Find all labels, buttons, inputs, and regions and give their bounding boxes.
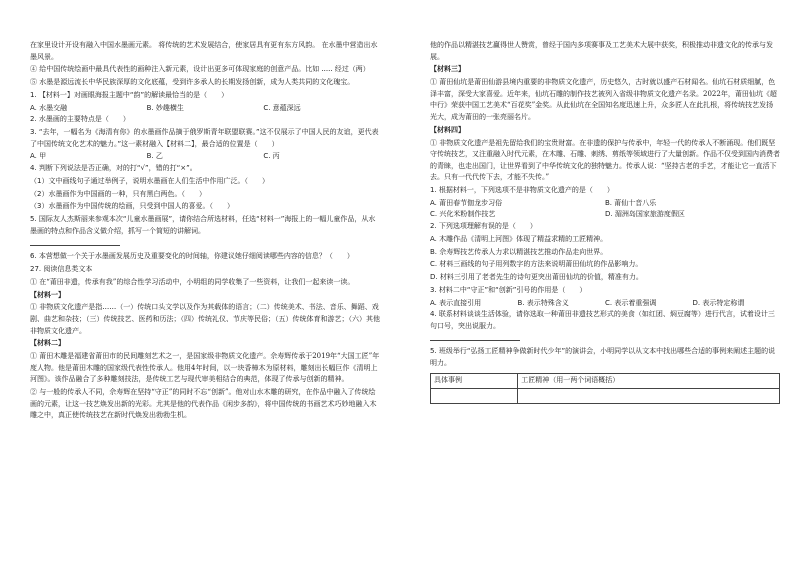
- section-heading: 【材料三】: [430, 65, 465, 74]
- question-text: 4. 联系材料谈谈生活体验，请你选取一种莆田非遗技艺形式的美食（如红团、焖豆腐等）进行代言，试着设计三句口号，突出说服力。: [430, 310, 775, 330]
- question-text: 6. 本营想做一个关于水墨画发展历史及重要变化的时间轴，你建议她仔细阅读哪些内容的信息？（ ）: [30, 252, 354, 261]
- passage-paragraph: ② 与一般的传承人不同，佘寿辉在坚持“守正”的同时不忘“创新”。他对山水木雕的研究，在作品中融入了传统绘画的元素，让这一技艺焕发出新的光彩。尤其是他的代表作品《闲步多韵》，将中国传统的书画艺术巧妙地融入木雕之中，真正使传统技艺在新时代焕发出勃勃生机。: [30, 388, 377, 420]
- question-text: （3）水墨画作为中国传统的绘画，只受到中国人的喜爱。（ ）: [30, 202, 234, 211]
- passage-paragraph: 在家里设计开设有融入中国水墨画元素。 将传统的艺术发展结合，使家居具有更有东方风韵。 在水墨中营造出水墨风景。: [30, 41, 378, 61]
- question-text: B. 佘寿辉技艺传承人力求以精湛技艺推动作品走向世界。: [430, 247, 608, 256]
- option-text: A. 甲: [30, 152, 47, 161]
- option-text: D. 湄洲岛国家旅游度假区: [605, 210, 685, 219]
- option-text: C. 意蕴深远: [263, 103, 301, 112]
- question-text: 3. “去年，一幅名为《海清有你》的水墨画作品摘于俄罗斯青年联盟联赛。”这不仅展示了中国人民的友谊，更代表了中国传统文化艺术的魅力。”这一素材融入【材料二】，最合适的位置是（ ）: [30, 128, 379, 148]
- option-text: C. 表示着重强调: [605, 298, 657, 307]
- table-header-example: 具体事例: [431, 373, 518, 388]
- question-text: 5. 国际友人杰斯丽来参观本次“儿童水墨画展”，请你结合所选材料，任选“材料一”海报上的一幅儿童作品，从水墨画的特点和作品含义做介绍，抓写一个简短的讲解词。: [30, 215, 376, 235]
- table-cell[interactable]: [431, 388, 518, 403]
- answer-options: [30, 103, 380, 115]
- question-text: 4. 判断下列说法是否正确，对的打“√”，错的打“×”。: [30, 164, 197, 173]
- section-heading: 【材料四】: [430, 125, 465, 134]
- answer-options: [430, 198, 780, 221]
- question-text: 1. 根据材料一，下列选项不是非物质文化遗产的是（ ）: [430, 186, 614, 195]
- question-text: 27. 阅读信息类文本: [30, 265, 93, 274]
- option-text: A. 莆田春节伽龙步习俗: [430, 198, 503, 207]
- option-text: B. 莆仙十音八乐: [605, 198, 657, 207]
- question-text: （1）文中画线句子通过举例子，说明水墨画在人们生活中作用广泛。（ ）: [30, 176, 269, 185]
- question-text: 2. 下列选项理解有误的是（ ）: [430, 222, 537, 231]
- left-column: [30, 40, 380, 423]
- answer-options: [30, 151, 380, 163]
- option-text: C. 兴化米粉制作技艺: [430, 210, 496, 219]
- table-header-spirit: 工匠精神（用一两个词语概括）: [518, 373, 780, 388]
- passage-paragraph: ① 在“莆田非遗，传承有我”的综合性学习活动中，小明组的同学收集了一些资料，让我们一起来读一读。: [30, 277, 355, 286]
- right-column: [430, 40, 780, 404]
- option-text: B. 妙趣横生: [146, 103, 184, 112]
- option-text: B. 乙: [146, 152, 163, 161]
- section-heading: 【材料一】: [30, 290, 65, 299]
- question-text: C. 材料三画线的句子用列数字的方法来说明莆田仙坑的作品影响力。: [430, 260, 643, 269]
- passage-paragraph: ① 非物质文化遗产是祖先留给我们的宝贵财富。在非遗的保护与传承中，年轻一代的传承人不断涌现。他们既坚守传统技艺，又注重融入时代元素，在木雕、石雕、刺绣、剪纸等领域进行了大量创新。作品不仅受到国内消费者的青睐，也走出国门，让世界看到了中华传统文化的独特魅力。传承人说：“坚持古老的手艺，才能让它一直活下去。只有一代代传下去，才能不失传。”: [430, 138, 780, 182]
- question-text: 3. 材料二中“守正”和“创新”引号的作用是（ ）: [430, 285, 587, 294]
- option-text: C. 丙: [263, 152, 280, 161]
- passage-paragraph: ① 莆田仙坑是莆田仙游县境内重要的非物质文化遗产，历史悠久，古时就以盛产石材闻名。仙坑石材质细腻，色泽丰富，深受大家喜爱。近年来，仙坑石雕的制作技艺被列入省级非物质文化遗产名录。2022年，莆田仙坑《超中行》荣获中国工艺美术“百花奖”金奖。从此仙坑在全国知名度迅速上升，众多匠人在此扎根，将传统技艺发扬光大，成为莆田的一张亮丽名片。: [430, 78, 777, 121]
- passage-paragraph: ① 非物质文化遗产是指……（一）传统口头文学以及作为其载体的语言；（二）传统美术、书法、音乐、舞蹈、戏剧、曲艺和杂技；（三）传统技艺、医药和历法；（四）传统礼仪、节庆等民俗；（五）传统体育和游艺；（六）其他非物质文化遗产。: [30, 303, 380, 335]
- passage-paragraph: ① 莆田木雕是福建省莆田市的民间雕刻艺术之一，是国家级非物质文化遗产。佘寿辉传承于2019年“大国工匠”年度人物。他是莆田木雕的国家级代表性传承人。他用4年时间，以一块香樟木为原材料，雕刻出长幅巨作《清明上河图》。该作品融合了多种雕刻技法，是传统工艺与现代审美相结合的典范，体现了传承与创新的精神。: [30, 352, 380, 384]
- answer-blank-line[interactable]: [430, 334, 780, 346]
- passage-paragraph: ④ 给中国传统绘画中最具代表性的画种注入新元素，设计出更多可体现家庭的创意产品。比如 ..... 经过（两）: [30, 65, 370, 74]
- answer-blank-line[interactable]: [30, 239, 380, 251]
- section-heading: 【材料二】: [30, 339, 65, 348]
- passage-paragraph: ⑤ 水墨是源远流长中华民族深厚的文化底蕴，受到许多承人的长期发扬创新，成为人类共同的文化瑰宝。: [30, 78, 355, 87]
- question-text: 5. 班级举行“弘扬工匠精神争做新时代少年”的演讲会，小明同学以从文本中找出哪些合适的事例来阐述主题的说明力。: [430, 347, 776, 368]
- question-text: （2）水墨画作为中国画的一种，只有黑白两色。（ ）: [30, 189, 206, 198]
- answer-options: [430, 298, 780, 310]
- option-text: A. 水墨交融: [30, 103, 68, 112]
- table-cell[interactable]: [518, 388, 780, 403]
- option-text: B. 表示特殊含义: [517, 298, 569, 307]
- option-text: D. 表示特定称谓: [692, 298, 745, 307]
- option-text: A. 表示直接引用: [430, 298, 482, 307]
- passage-paragraph: 他的作品以精湛技艺赢得世人赞赏，曾经于国内多项赛事及工艺美术大展中获奖，积极推动非遗文化的传承与发展。: [430, 41, 773, 61]
- answer-table: [430, 373, 780, 404]
- question-text: A. 木雕作品《清明上河图》体现了精益求精的工匠精神。: [430, 234, 608, 243]
- question-text: 1. 【材料一】对画眼海报主题中“韵”的解读最恰当的是（ ）: [30, 90, 229, 99]
- question-text: 2. 水墨画的主要特点是（ ）: [30, 115, 130, 124]
- question-text: D. 材料三引用了老者先生的诗句更突出莆田仙坑的价值，精准有力。: [430, 273, 643, 282]
